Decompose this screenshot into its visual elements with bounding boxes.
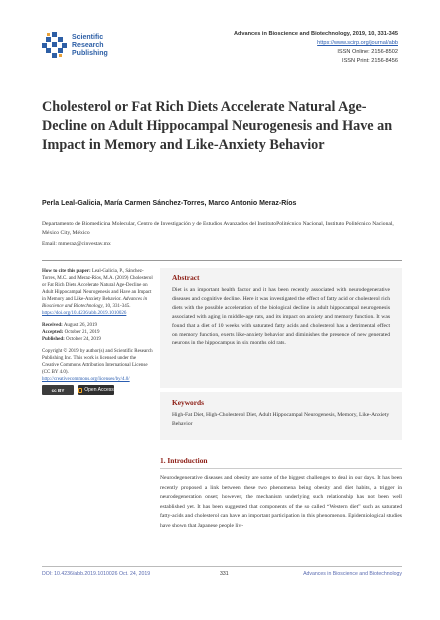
cc-by-badge[interactable]: cc BY (42, 385, 74, 395)
footer-journal: Advances in Bioscience and Biotechnology (303, 571, 402, 577)
journal-info (234, 30, 398, 66)
issn-print: ISSN Print: 2156-8456 (342, 58, 398, 64)
page-header (0, 0, 440, 78)
cite-journal: Advances in Bioscience and Biotechnology (42, 297, 148, 309)
license-badges (42, 385, 154, 395)
article-dates (42, 322, 154, 343)
abstract-heading: Abstract (172, 273, 200, 282)
logo-line: Research (72, 42, 104, 49)
published-date: October 24, 2019 (66, 337, 101, 342)
keywords-text: High-Fat Diet, High-Cholesterol Diet, Adult Hippocampal Neurogenesis, Memory, Like-Anxiety Behavior (172, 412, 390, 427)
logo-line: Publishing (72, 50, 108, 57)
keywords-heading: Keywords (172, 398, 205, 407)
introduction-heading: 1. Introduction (160, 456, 402, 469)
license-link[interactable]: http://creativecommons.org/licenses/by/4.0/ (42, 377, 130, 382)
scirp-logo-icon (42, 32, 68, 58)
accepted-date: October 21, 2019 (64, 330, 100, 335)
logo-line: Scientific (72, 34, 104, 41)
accepted-row (42, 329, 154, 336)
journal-citation-line: Advances in Bioscience and Biotechnology, 2019, 10, 331-345 (233, 31, 398, 37)
accepted-label: Accepted: (42, 330, 64, 335)
page-number: 331 (220, 571, 229, 577)
issn-online: ISSN Online: 2156-8502 (337, 49, 398, 55)
keywords-section (160, 392, 402, 440)
copyright-notice (42, 348, 154, 395)
publisher-logo[interactable] (42, 30, 162, 70)
open-lock-icon (78, 388, 82, 393)
logo-text (72, 34, 108, 58)
cite-body: Leal-Galicia, P., Sánchez-Torres, M.C. and Meraz-Ríos, M.A. (2019) Cholesterol or Fat Rich Diets Accelerate Natural Age-Decline on Adult Hippocampal Neurogenesis and Have an Impact in Memory and Like-Anxiety Behavior. (42, 269, 153, 302)
received-row (42, 322, 154, 329)
introduction-text: Neurodegenerative diseases and obesity are some of the biggest challenges to deal in our days. It has been recently proposed a link between these two phenomena being obesity and diet habits, a trigger in neurodegeneration onset; however, the mechanism underlying such relationship has not been well established yet. It has been suggested that components of the so called “Western diet” such as saturated fatty-acids and cholesterol can have an important participation in this phenomenon. Epidemiological studies have shown that Japanese people liv- (160, 475, 402, 529)
header-divider (42, 260, 402, 261)
paper-title: Cholesterol or Fat Rich Diets Accelerate Natural Age-Decline on Adult Hippocampal Neurogenesis and Have an Impact in Memory and Like-Anxiety Behavior (42, 99, 393, 153)
contact-email[interactable]: Email: mmeraz@cinvestav.mx (42, 241, 111, 247)
cite-volume: , 10, 331-345. (102, 304, 131, 309)
cite-doi-link[interactable]: https://doi.org/10.4236/abb.2019.1010026 (42, 311, 127, 316)
abstract-section (160, 268, 402, 388)
author-affiliation: Departamento de Biomedicina Molecular, Centro de Investigación y de Estudios Avanzados del InstitutoPolitécnico Nacional, Instituto Politécnico Nacional, México City, México (42, 221, 394, 236)
journal-url-link[interactable]: https://www.scirp.org/journal/abb (317, 40, 398, 46)
published-row (42, 336, 154, 343)
cite-label: How to cite this paper: (42, 269, 91, 274)
received-label: Received: (42, 323, 63, 328)
published-label: Published: (42, 337, 65, 342)
open-access-label: Open Access (84, 386, 114, 393)
footer-doi[interactable]: DOI: 10.4236/abb.2019.1010026 Oct. 24, 2019 (42, 571, 151, 577)
author-list: Perla Leal-Galicia, María Carmen Sánchez-Torres, Marco Antonio Meraz-Ríos (42, 200, 297, 207)
page-footer (42, 566, 402, 578)
abstract-text: Diet is an important health factor and it has been recently associated with neurodegenerative diseases and cognitive decline. Here it was investigated the effect of fatty acid or cholesterol rich diets with the possible acceleration of the biological decline in adult hippocampal neurogenesis associated with aging in middle-age rats, and its impact on anxiety and memory function. It was found that a diet of 10 weeks with saturated fatty acids and cholesterol has a detrimental effect on memory function, exerts like-anxiety behavior and diminishes the presence of new generated neurons in the hippocampus in six months old rats. (172, 287, 390, 347)
article-sidebar (42, 268, 154, 400)
how-to-cite (42, 268, 154, 317)
received-date: August 26, 2019 (63, 323, 98, 328)
open-access-badge[interactable] (78, 385, 114, 395)
copyright-text: Copyright © 2019 by author(s) and Scientific Research Publishing Inc. This work is licensed under the Creative Commons Attribution International License (CC BY 4.0). (42, 349, 153, 375)
